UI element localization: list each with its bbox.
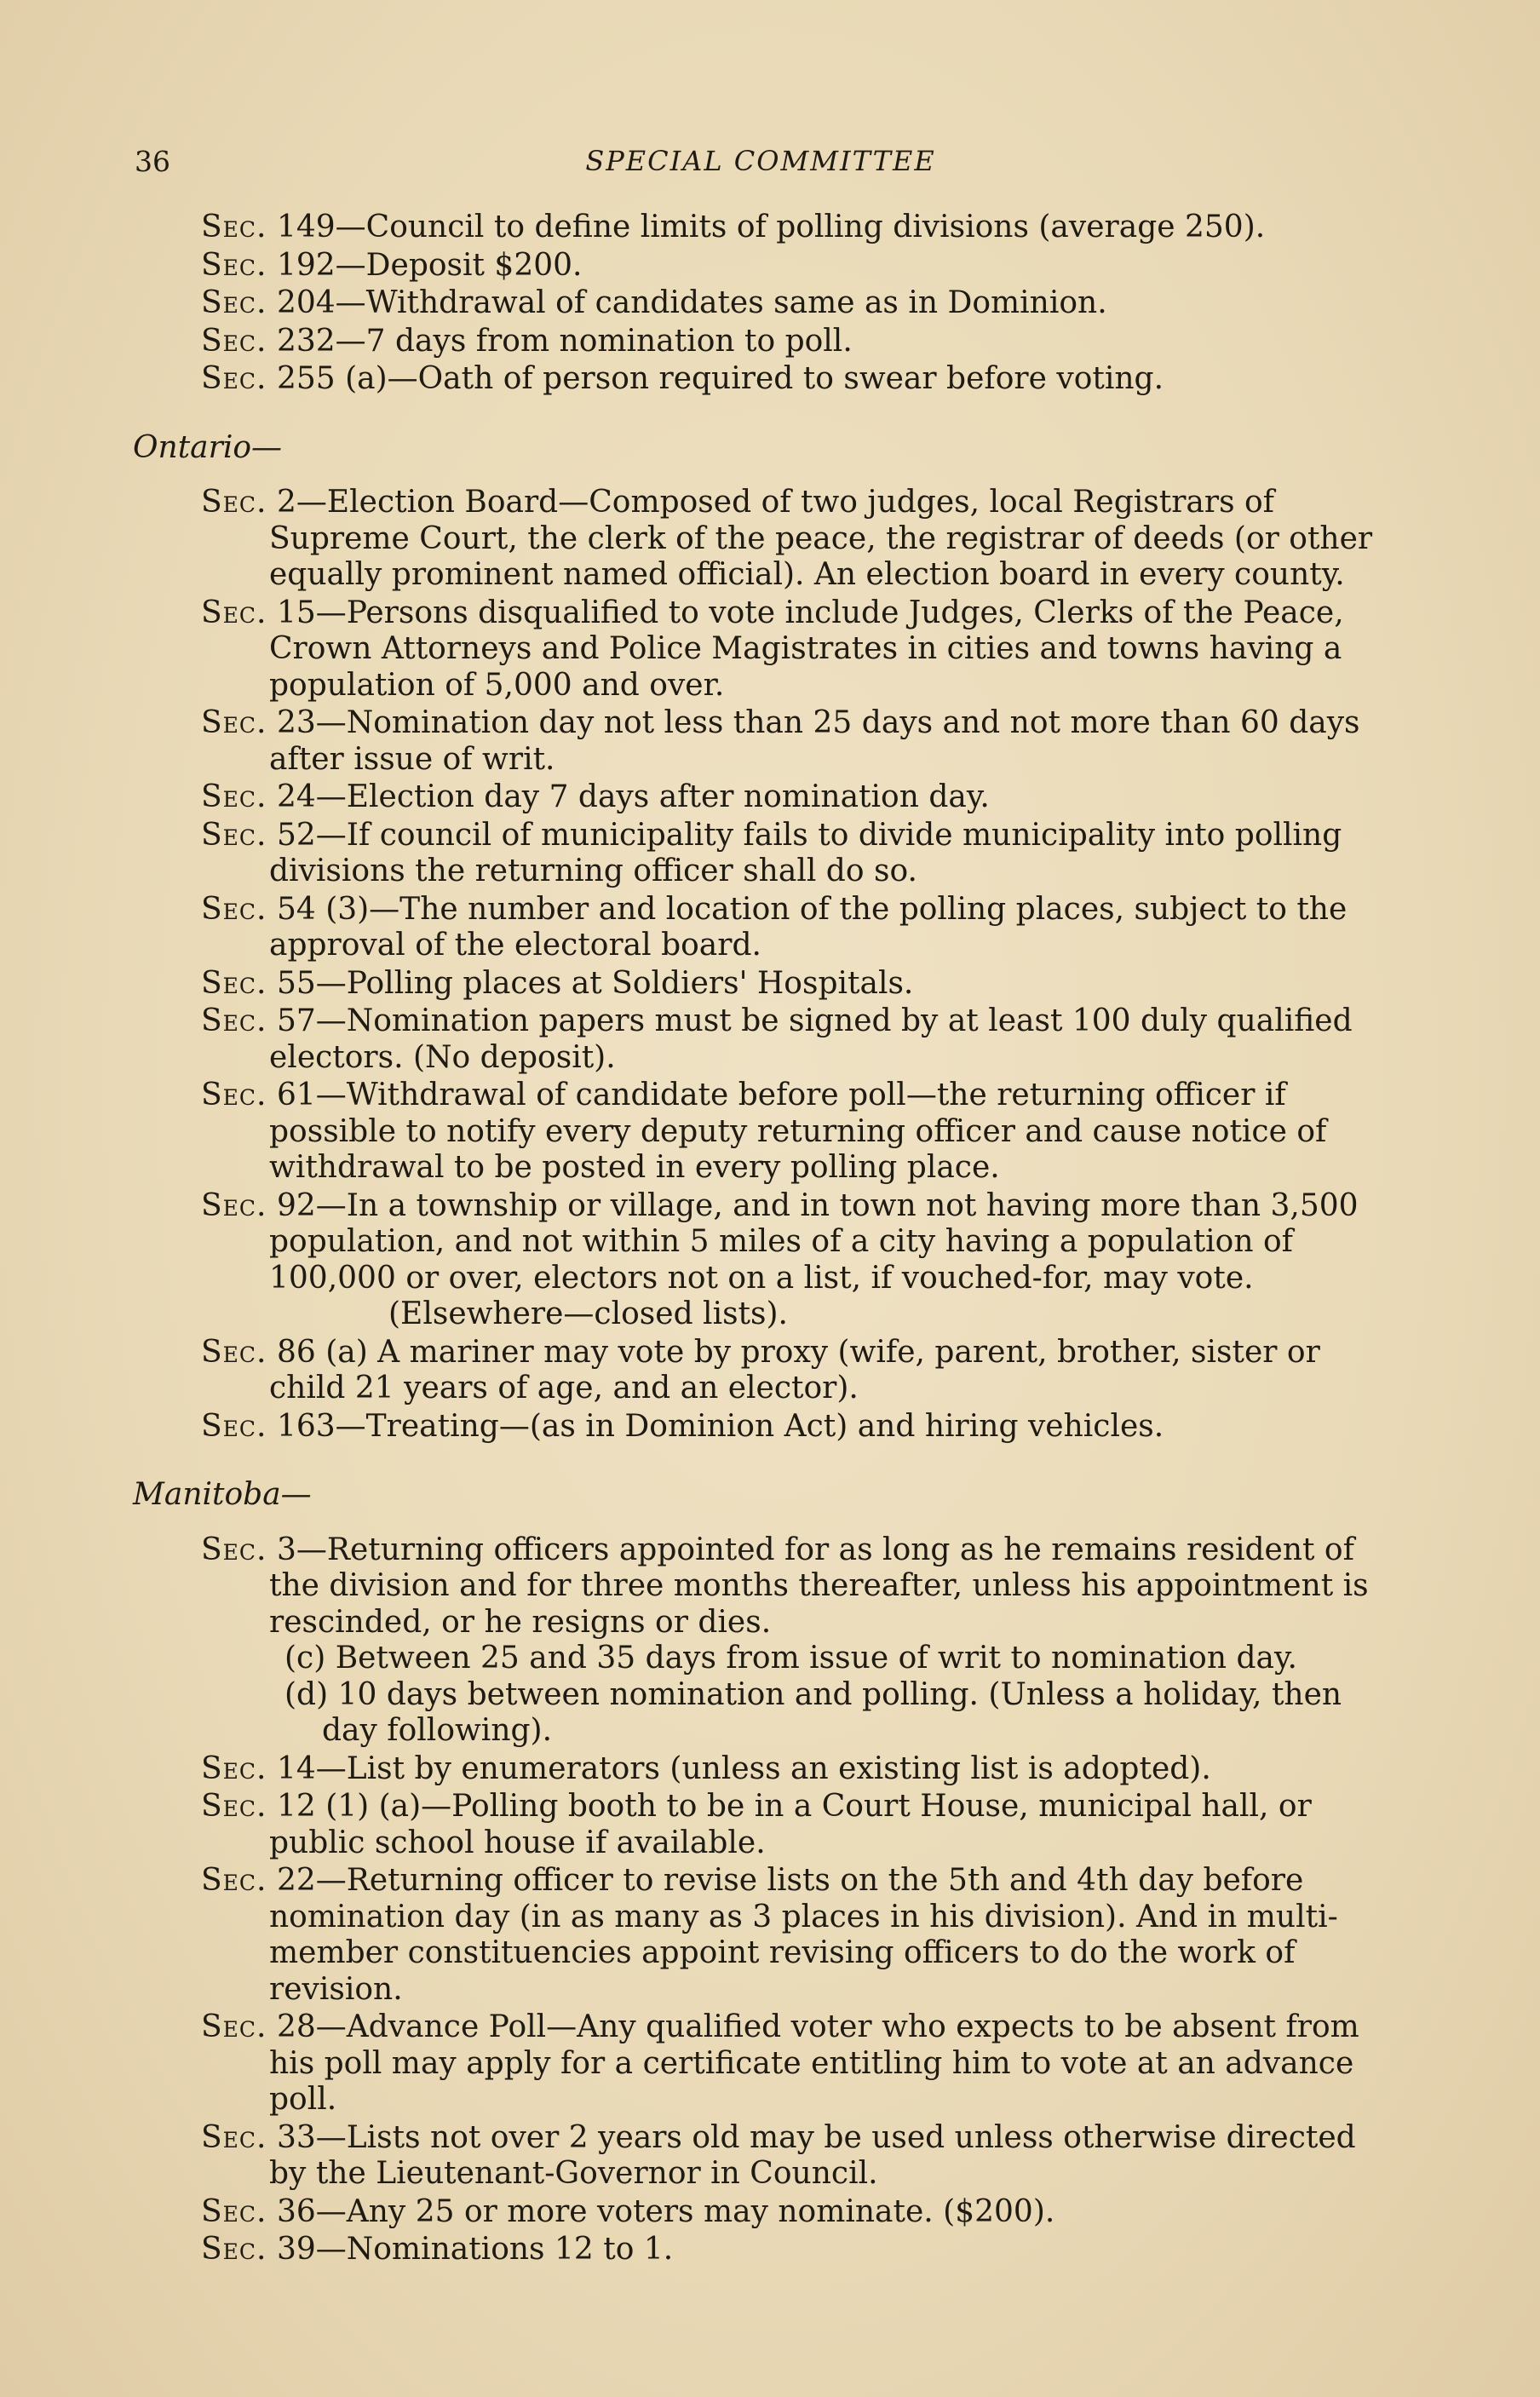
running-head: SPECIAL COMMITTEE — [585, 145, 936, 177]
entry-text: 86 (a) A mariner may vote by proxy (wife, parent, brother, sister or child 21 years of age, and an elector). — [269, 1334, 1320, 1405]
section-entry — [201, 1751, 1393, 1788]
sec-label: Sec. — [201, 1187, 267, 1223]
entry-text: 36—Any 25 or more voters may nominate. ($200). — [276, 2193, 1055, 2229]
sec-label: Sec. — [201, 1408, 267, 1444]
sec-label: Sec. — [201, 1750, 267, 1786]
sec-label: Sec. — [201, 1003, 267, 1038]
section-entry — [201, 1532, 1393, 1641]
entry-text: 204—Withdrawal of candidates same as in Dominion. — [276, 285, 1107, 320]
sec-label: Sec. — [201, 1532, 267, 1567]
elsewhere-note: (Elsewhere—closed lists). — [388, 1296, 788, 1331]
sec-label: Sec. — [201, 2119, 267, 2155]
section-entry — [201, 779, 1393, 816]
section-entry — [201, 705, 1393, 778]
section-entry — [201, 361, 1393, 398]
entry-text: 55—Polling places at Soldiers' Hospitals. — [276, 965, 914, 1001]
section-entry — [201, 1188, 1393, 1333]
sec-label: Sec. — [201, 285, 267, 320]
section-entry — [201, 1789, 1393, 1861]
sec-label: Sec. — [201, 2232, 267, 2267]
entry-text: 92—In a township or village, and in town not having more than 3,500 population, and not within 5 miles of a city having a population of 100,000 or over, electors not on a list, if vouched-for, may vote. — [269, 1187, 1359, 1296]
entry-text: 57—Nomination papers must be signed by at least 100 duly qualified electors. (No deposit). — [269, 1003, 1353, 1075]
section-entry — [201, 892, 1393, 964]
sub-entry: (c) Between 25 and 35 days from issue of writ to nomination day. — [284, 1641, 1297, 1676]
sec-label: Sec. — [201, 361, 267, 396]
page-body — [133, 208, 1393, 2268]
page-header — [135, 145, 1387, 179]
entry-text: 232—7 days from nomination to poll. — [276, 323, 853, 359]
section-entry — [201, 324, 1393, 360]
sec-label: Sec. — [201, 1334, 267, 1370]
section-entry — [201, 2194, 1393, 2231]
section-entry — [201, 1409, 1393, 1446]
sec-label: Sec. — [201, 705, 267, 740]
entry-text: 163—Treating—(as in Dominion Act) and hiring vehicles. — [276, 1408, 1164, 1444]
entry-text: 39—Nominations 12 to 1. — [276, 2232, 674, 2267]
sec-label: Sec. — [201, 323, 267, 359]
section-entry — [201, 2232, 1393, 2268]
entry-text: 52—If council of municipality fails to divide municipality into polling divisions the returning officer shall do so. — [269, 817, 1342, 888]
section-entry — [201, 595, 1393, 704]
entry-text: 22—Returning officer to revise lists on the 5th and 4th day before nomination day (in as many as 3 places in his division). And in multi-member constituencies appoint revising officers to do the work of revision. — [269, 1863, 1338, 2007]
section-entry — [201, 1003, 1393, 1076]
entry-text: 61—Withdrawal of candidate before poll—the returning officer if possible to notify every deputy returning officer and cause notice of withdrawal to be posted in every polling place. — [269, 1078, 1327, 1185]
entry-text: 23—Nomination day not less than 25 days and not more than 60 days after issue of writ. — [269, 705, 1360, 777]
section-entry — [201, 210, 1393, 246]
sec-label: Sec. — [201, 1863, 267, 1898]
sec-label: Sec. — [201, 2009, 267, 2044]
section-entry — [201, 1078, 1393, 1187]
section-entry — [201, 485, 1393, 594]
entry-text: 28—Advance Poll—Any qualified voter who expects to be absent from his poll may apply for a certificate entitling him to vote at an advance poll. — [269, 2009, 1359, 2117]
sec-label: Sec. — [201, 595, 267, 630]
section-entry — [201, 1335, 1393, 1407]
entry-text: 2—Election Board—Composed of two judges, local Registrars of Supreme Court, the clerk of the peace, the registrar of deeds (or other equally prominent named official). An election board in every county. — [269, 485, 1373, 592]
sec-label: Sec. — [201, 210, 267, 244]
section-entry — [201, 248, 1393, 285]
entry-text: 3—Returning officers appointed for as long as he remains resident of the division and for three months thereafter, unless his appointment is rescinded, or he resigns or dies. — [269, 1532, 1369, 1640]
section-entry — [201, 2120, 1393, 2193]
entry-text: 149—Council to define limits of polling divisions (average 250). — [276, 210, 1266, 244]
entry-text: 54 (3)—The number and location of the polling places, subject to the approval of the electoral board. — [269, 891, 1348, 963]
sec-label: Sec. — [201, 1789, 267, 1824]
entry-text: 12 (1) (a)—Polling booth to be in a Court House, municipal hall, or public school house if available. — [269, 1789, 1312, 1860]
sec-label: Sec. — [201, 891, 267, 927]
section-entry — [201, 285, 1393, 322]
section-entry — [201, 2009, 1393, 2118]
sec-label: Sec. — [201, 2193, 267, 2229]
entry-text: 24—Election day 7 days after nomination day. — [276, 779, 990, 814]
province-heading-ontario: Ontario— — [133, 429, 283, 465]
sec-label: Sec. — [201, 485, 267, 520]
section-entry — [201, 818, 1393, 890]
entry-text: 14—List by enumerators (unless an existing list is adopted). — [276, 1750, 1211, 1786]
entry-text: 15—Persons disqualified to vote include Judges, Clerks of the Peace, Crown Attorneys and Police Magistrates in cities and towns having a population of 5,000 and over. — [269, 595, 1344, 703]
section-entry — [201, 1863, 1393, 2008]
sec-label: Sec. — [201, 817, 267, 853]
sec-label: Sec. — [201, 965, 267, 1001]
section-entry — [201, 966, 1393, 1003]
province-heading-manitoba: Manitoba— — [133, 1477, 312, 1512]
entry-text: 255 (a)—Oath of person required to swear before voting. — [276, 361, 1164, 396]
page-number: 36 — [135, 145, 170, 178]
sub-entry: (d) 10 days between nomination and polling. (Unless a holiday, then day following). — [284, 1676, 1342, 1748]
entry-text: 192—Deposit $200. — [276, 247, 583, 283]
sec-label: Sec. — [201, 247, 267, 283]
sec-label: Sec. — [201, 1078, 267, 1112]
entry-text: 33—Lists not over 2 years old may be used unless otherwise directed by the Lieutenant-Governor in Council. — [269, 2119, 1356, 2191]
sec-label: Sec. — [201, 779, 267, 814]
